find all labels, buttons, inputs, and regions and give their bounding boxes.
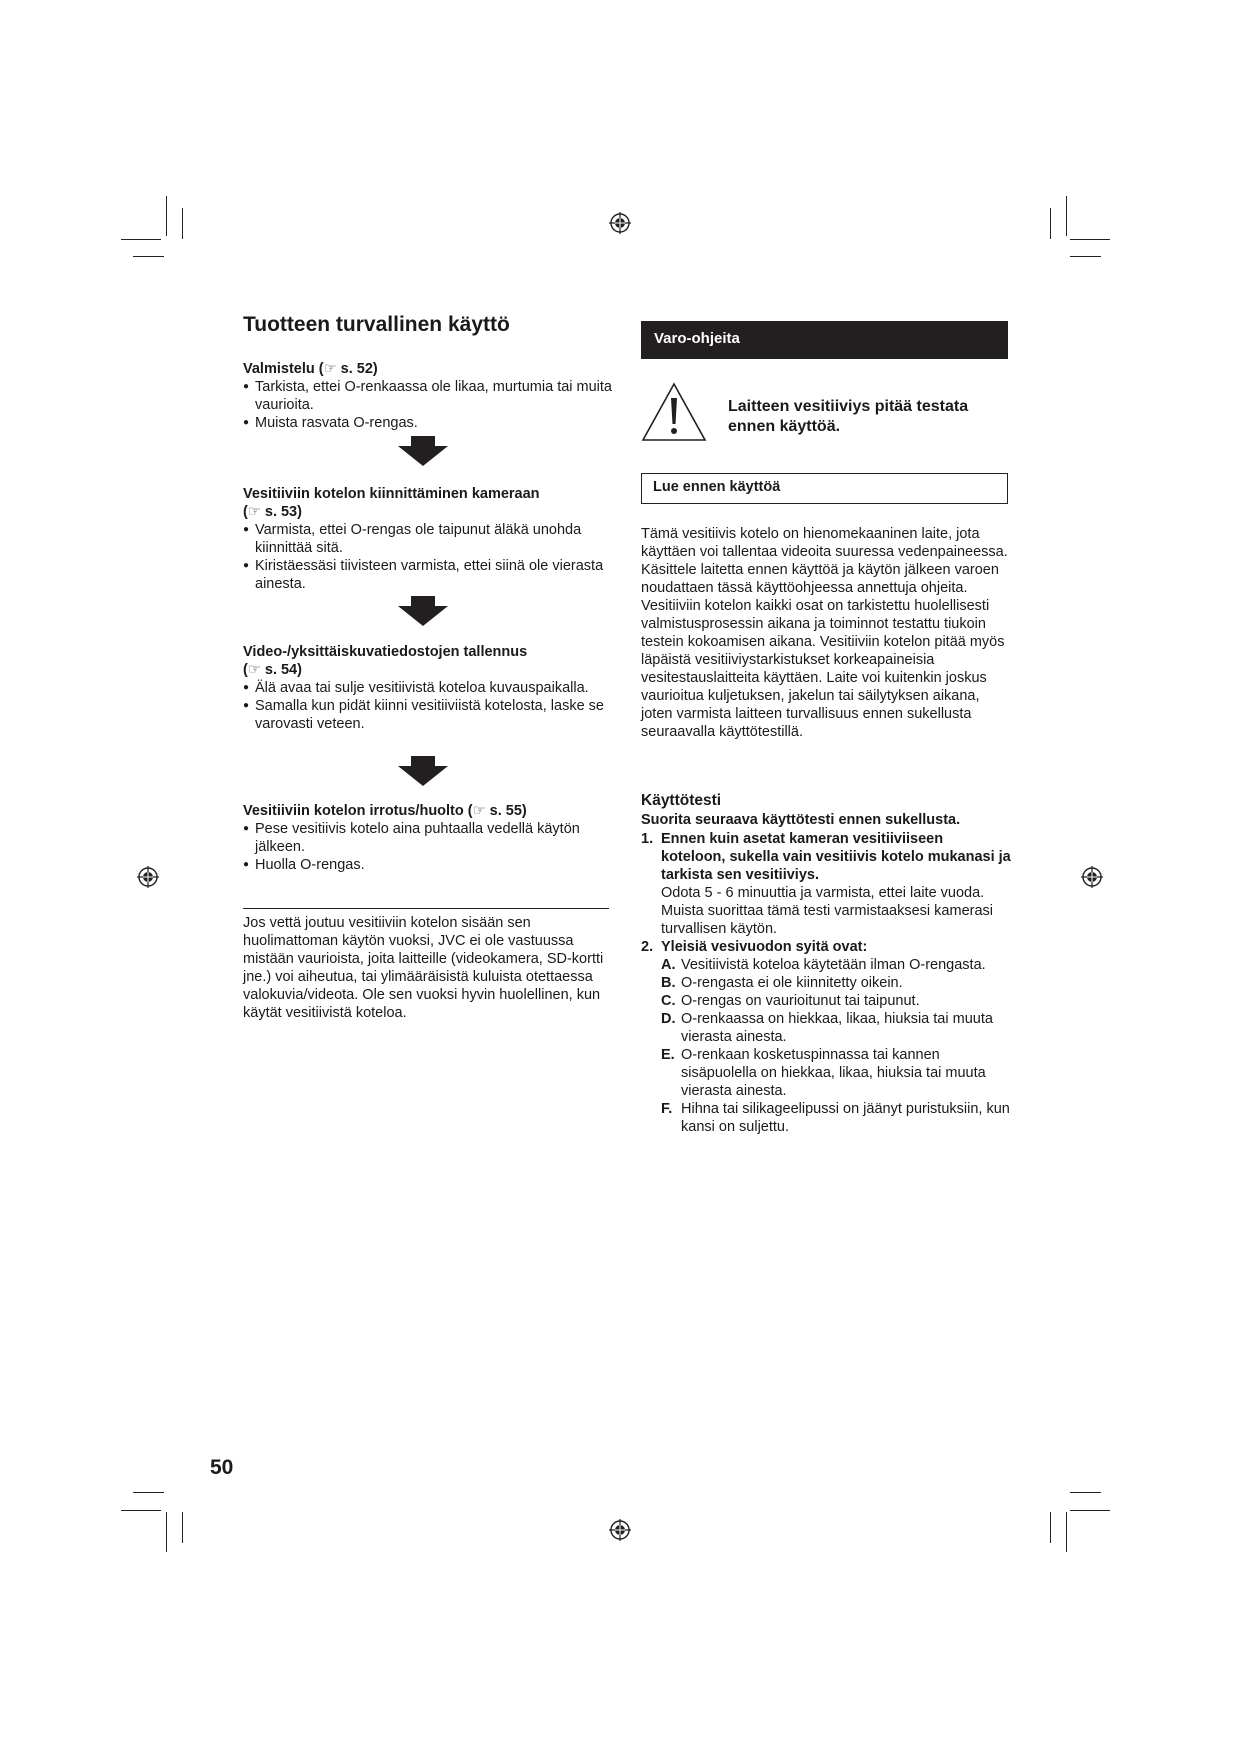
page-reference: (☞ s. 52) bbox=[318, 361, 378, 377]
test-subtitle: Suorita seuraava käyttötesti ennen sukellusta. bbox=[641, 812, 961, 828]
page-title: Tuotteen turvallinen käyttö bbox=[243, 313, 510, 336]
bullet-list bbox=[243, 521, 613, 593]
arrow-down-icon bbox=[398, 756, 448, 786]
step-heading: Vesitiiviin kotelon irrotus/huolto bbox=[243, 803, 464, 819]
arrow-down-icon bbox=[398, 436, 448, 466]
step-preparation bbox=[243, 360, 613, 432]
step-heading: Video-/yksittäiskuvatiedostojen tallennus bbox=[243, 644, 528, 660]
list-item: F. Hihna tai silikageelipussi on jäänyt puristuksiin, kun kansi on suljettu. bbox=[661, 1101, 1010, 1135]
list-item: ● Samalla kun pidät kiinni vesitiiviistä kotelosta, laske se varovasti veteen. bbox=[243, 697, 613, 733]
item-number: 2. bbox=[641, 939, 654, 955]
step-heading: Vesitiiviin kotelon kiinnittäminen kameraan bbox=[243, 486, 540, 502]
step-recording bbox=[243, 643, 613, 733]
list-item: C. O-rengas on vaurioitunut tai taipunut. bbox=[661, 993, 920, 1009]
hand-pointer-icon: ☞ bbox=[247, 504, 261, 520]
liability-note: Jos vettä joutuu vesitiiviin kotelon sisään sen huolimattoman käytön vuoksi, JVC ei ole vastuussa mistään vaurioista, joita laitteille (videokamera, SD-kortti jne.) voi aiheutua, tai ylimääräisistä kuluista otettaessa valokuvia/videota. Ole sen vuoksi hyvin huolellinen, kun käytät vesitiivistä koteloa. bbox=[243, 915, 604, 1021]
list-item: ● Tarkista, ettei O-renkaassa ole likaa, murtumia tai muita vaurioita. bbox=[243, 378, 613, 414]
item-detail: Odota 5 - 6 minuuttia ja varmista, ettei laite vuoda. Muista suorittaa tämä testi varmistaaksesi kamerasi turvallisen käytön. bbox=[661, 885, 993, 937]
list-item: ● Pese vesitiivis kotelo aina puhtaalla vedellä käytön jälkeen. bbox=[243, 820, 613, 856]
page-reference: (☞ s. 53) bbox=[243, 504, 302, 520]
registration-mark-icon bbox=[609, 1519, 631, 1541]
arrow-down-icon bbox=[398, 596, 448, 626]
item-instruction: Ennen kuin asetat kameran vesitiiviiseen koteloon, sukella vain vesitiivis kotelo mukanasi ja tarkista sen vesitiiviys. bbox=[661, 831, 1011, 883]
test-item-2 bbox=[641, 938, 1011, 1136]
item-number: 1. bbox=[641, 831, 654, 847]
list-item: A. Vesitiivistä koteloa käytetään ilman O-rengasta. bbox=[661, 957, 986, 973]
list-item: ● Älä avaa tai sulje vesitiivistä koteloa kuvauspaikalla. bbox=[243, 679, 613, 697]
bullet-list bbox=[243, 378, 613, 432]
read-before-use-box bbox=[641, 473, 1008, 504]
item-instruction: Yleisiä vesivuodon syitä ovat: bbox=[661, 939, 868, 955]
registration-mark-icon bbox=[1081, 866, 1103, 888]
test-item-1 bbox=[641, 830, 1011, 938]
list-item: ● Muista rasvata O-rengas. bbox=[243, 414, 613, 432]
registration-mark-icon bbox=[609, 212, 631, 234]
caution-header-label: Varo-ohjeita bbox=[654, 330, 740, 347]
divider bbox=[243, 908, 609, 909]
test-list bbox=[641, 830, 1011, 1136]
caution-header bbox=[641, 321, 1008, 359]
registration-mark-icon bbox=[137, 866, 159, 888]
hand-pointer-icon: ☞ bbox=[323, 361, 337, 377]
list-item: ● Varmista, ettei O-rengas ole taipunut äläkä unohda kiinnittää sitä. bbox=[243, 521, 613, 557]
page-reference: (☞ s. 54) bbox=[243, 662, 302, 678]
step-heading: Valmistelu bbox=[243, 361, 315, 377]
bullet-list bbox=[243, 820, 613, 874]
warning-text: Laitteen vesitiiviys pitää testata ennen käyttöä. bbox=[728, 398, 969, 435]
page-number: 50 bbox=[210, 1456, 234, 1479]
test-title: Käyttötesti bbox=[641, 792, 722, 809]
list-item: B. O-rengasta ei ole kiinnitetty oikein. bbox=[661, 975, 903, 991]
step-removal-maintenance bbox=[243, 802, 613, 874]
list-item: D. O-renkaassa on hiekkaa, likaa, hiuksia tai muuta vierasta ainesta. bbox=[661, 1011, 993, 1045]
bullet-list bbox=[243, 679, 613, 733]
warning-triangle-icon bbox=[641, 382, 707, 442]
hand-pointer-icon: ☞ bbox=[247, 662, 261, 678]
read-before-use-label: Lue ennen käyttöä bbox=[653, 479, 781, 495]
list-item: E. O-renkaan kosketuspinnassa tai kannen sisäpuolella on hiekkaa, likaa, hiuksia tai muuta vierasta ainesta. bbox=[661, 1047, 986, 1099]
page-reference: (☞ s. 55) bbox=[467, 803, 527, 819]
list-item: ● Kiristäessäsi tiivisteen varmista, ettei siinä ole vierasta ainesta. bbox=[243, 557, 613, 593]
intro-paragraph: Tämä vesitiivis kotelo on hienomekaaninen laite, jota käyttäen voi tallentaa videoita suuressa vedenpaineessa. Käsittele laitetta ennen käyttöä ja käytön jälkeen varoen noudattaen tässä käyttöohjeessa annettuja ohjeita. Vesitiiviin kotelon kaikki osat on tarkistettu huolellisesti valmistusprosessin aikana ja toiminnot testattu tiukoin testein kokoamisen aikana. Vesitiiviin kotelon pitää myös läpäistä vesitiiviystarkistukset korkeapaineisia vesitestauslaitteita käyttäen. Laite voi kuitenkin joskus vaurioitua kuljetuksen, jakelun tai säilytyksen aikana, joten varmista laitteen turvallisuus ennen sukellusta seuraavalla käyttötestillä. bbox=[641, 526, 1008, 740]
step-attach-camera bbox=[243, 485, 613, 593]
hand-pointer-icon: ☞ bbox=[472, 803, 486, 819]
list-item: ● Huolla O-rengas. bbox=[243, 856, 613, 874]
causes-list bbox=[661, 956, 1011, 1136]
